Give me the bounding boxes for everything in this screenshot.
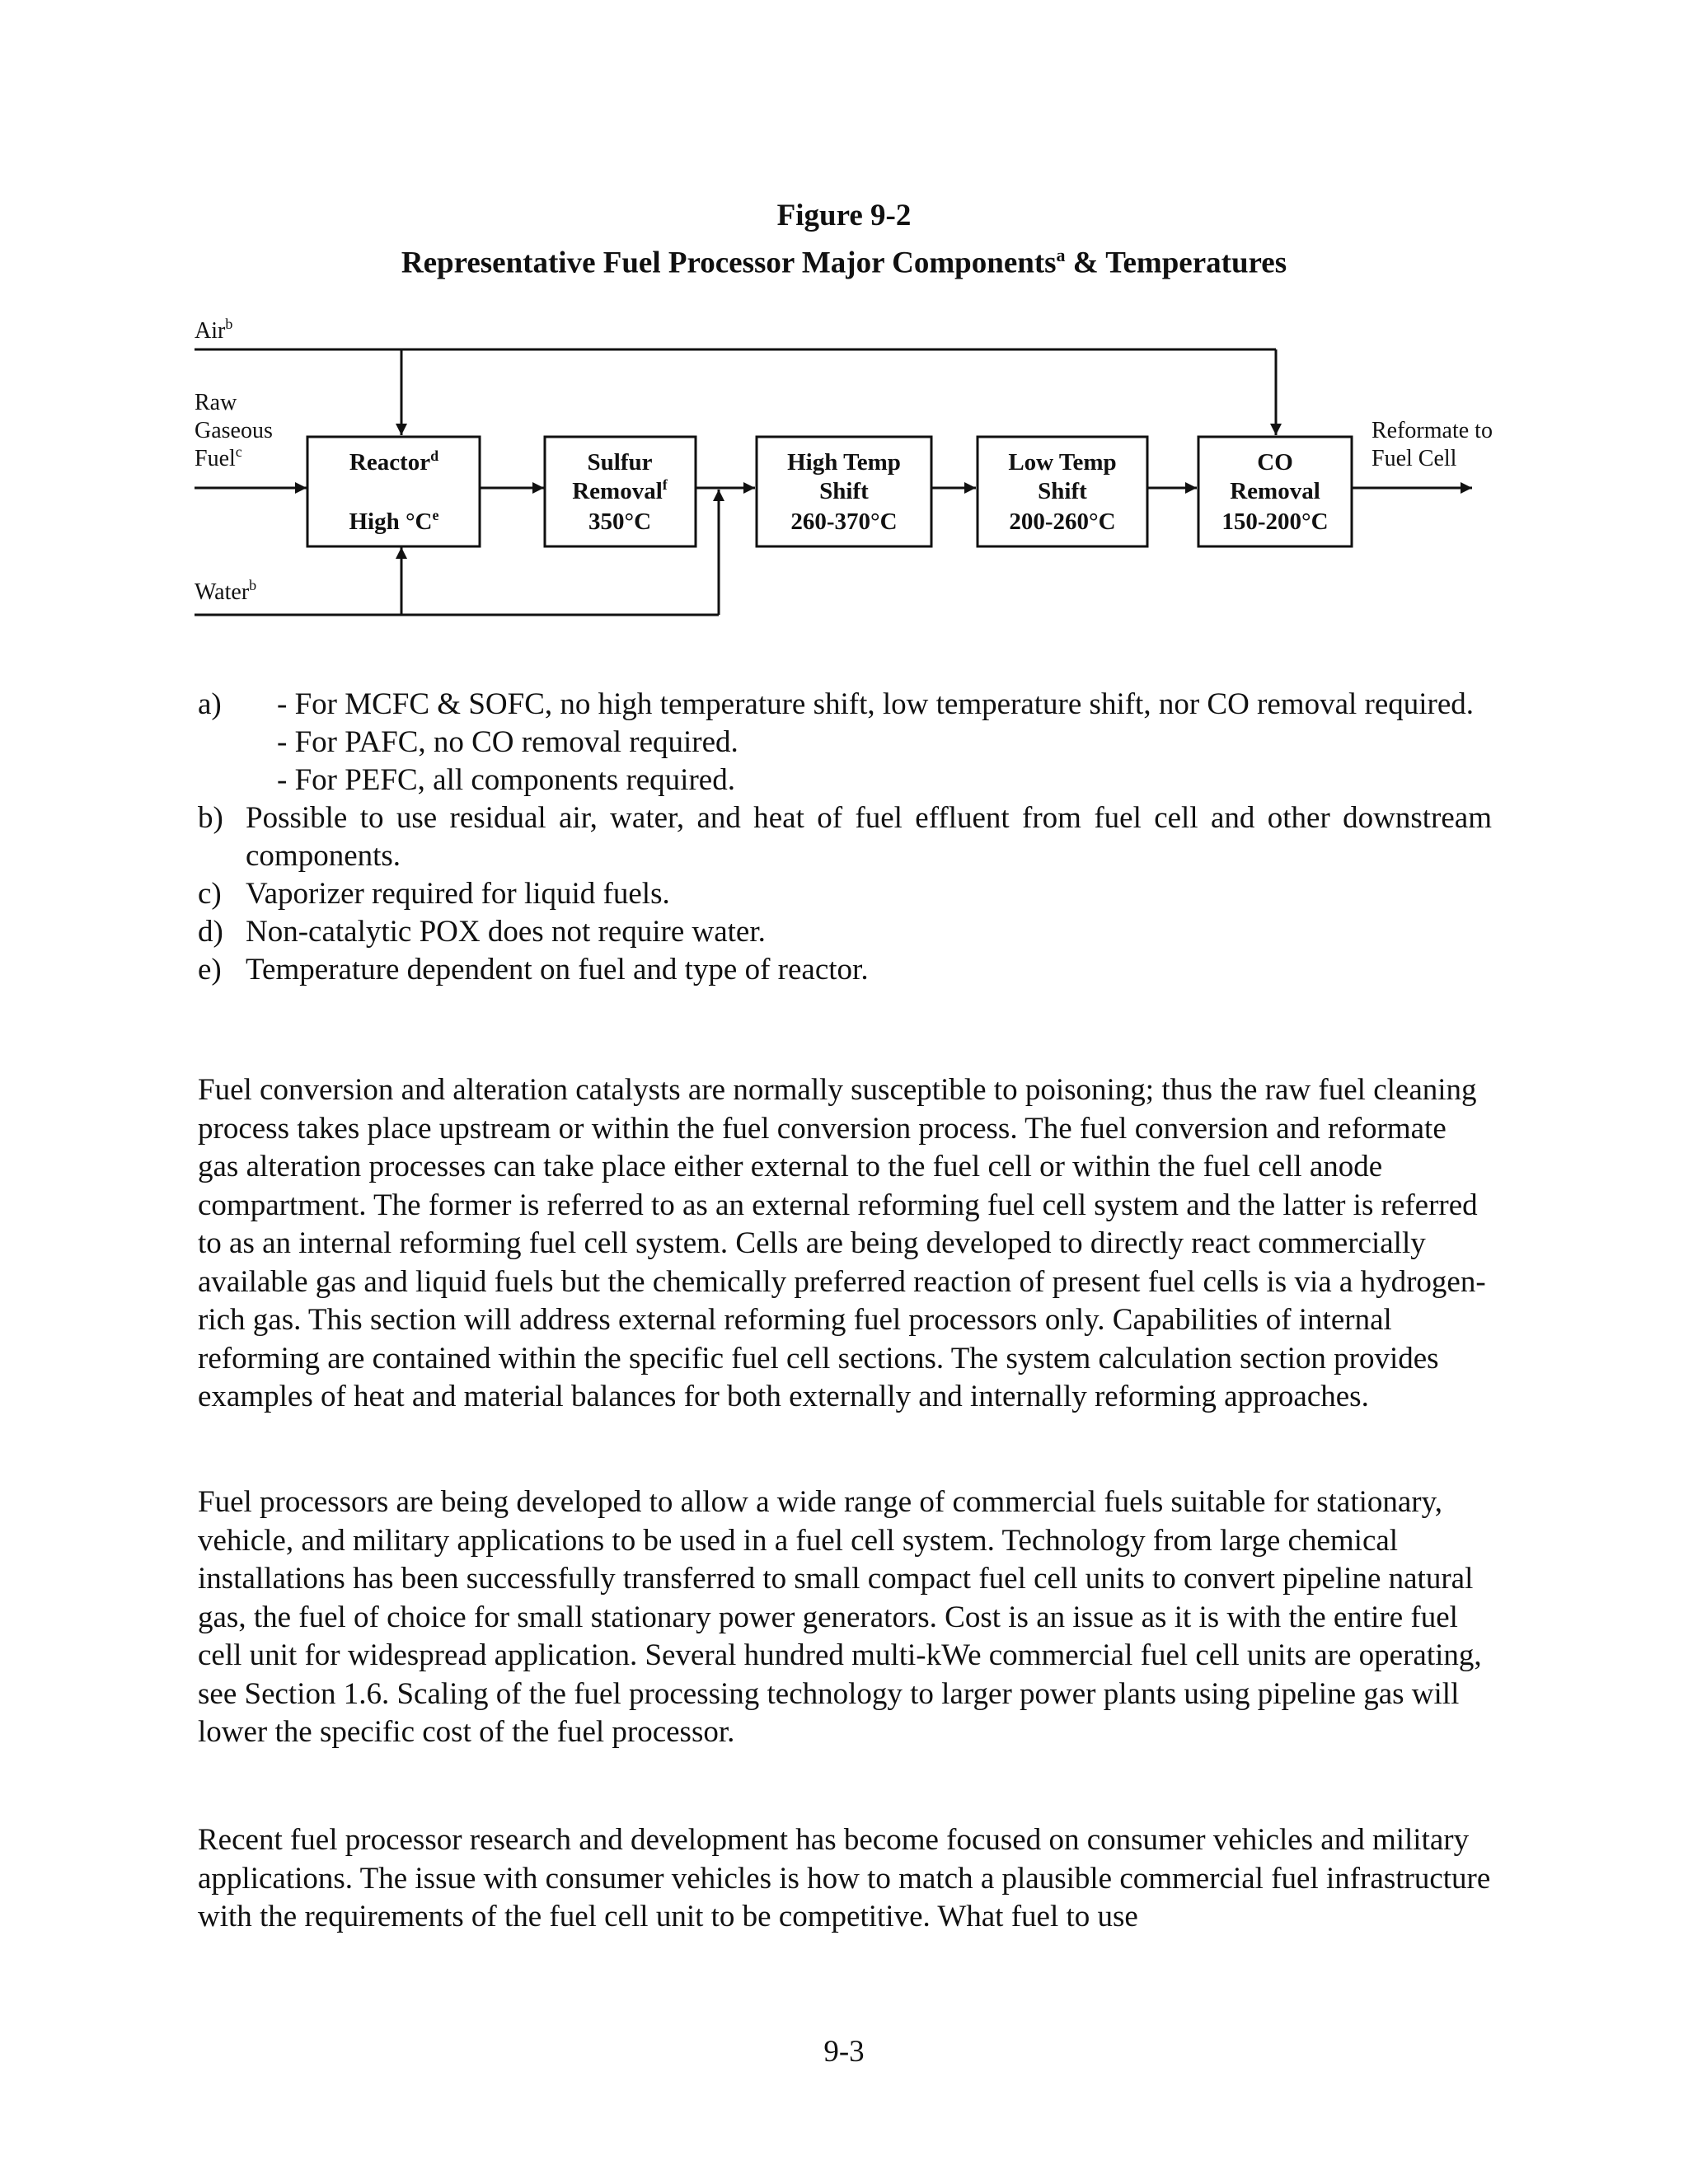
high-temp-shift-temp: 260-370°C [790,509,898,535]
reactor-temp: High °Ce [349,507,439,535]
paragraph-3-text: Recent fuel processor research and development has become focused on consumer vehicles and military applications. The issue with consumer vehicles is how to match a plausible commercial fuel infrastructure with the requirements of the fuel cell unit to be competitive. What fuel to use [198,1823,1491,1933]
reactor-name: Reactor$^d$ [349,448,439,476]
fuel-label-line3: Fuel$^c$ [195,443,242,471]
paragraph-1-text: Fuel conversion and alteration catalysts are normally susceptible to poisoning; thus the raw fuel cleaning process takes place upstream or within the fuel conversion process. The fuel conversion and reformate gas alteration processes can take place either external to the fuel cell or within the fuel cell anode compartment. The former is referred to as an external reforming fuel cell system and the latter is referred to as an internal reforming fuel cell system. Cells are being developed to directly react commercially available gas and liquid fuels but the chemically preferred reaction of present fuel cells is via a hydrogen-rich gas. This section will address external reforming fuel processors only. Capabilities of internal reforming are contained within the specific fuel cell sections. The system calculation section provides examples of heat and material balances for both externally and internally reforming approaches. [198,1073,1486,1413]
reactor-block [307,437,480,546]
sulfur-removal-block [545,437,696,546]
note-d [198,913,1492,951]
note-a-line2: - For PAFC, no CO removal required. [277,725,738,759]
note-d-tag: d) [198,915,223,949]
paragraph-2-text: Fuel processors are being developed to allow a wide range of commercial fuels suitable for stationary, vehicle, and military applications to be used in a fuel cell system. Technology from large chemical installations has been successfully transferred to small compact fuel cell units to convert pipeline natural gas, the fuel of choice for small stationary power generators. Cost is an issue as it is with the entire fuel cell unit for widespread application. Several hundred multi-kWe commercial fuel cell units are operating, see Section 1.6. Scaling of the fuel processing technology to larger power plants using pipeline gas will lower the specific cost of the fuel processor. [198,1485,1482,1749]
figure-number: Figure 9-2 [776,199,912,232]
co-removal-temp: 150-200°C [1221,509,1329,535]
paragraph-2 [198,1483,1492,1752]
low-temp-shift-temp: 200-260°C [1009,509,1116,535]
figure-title-note: a [1056,245,1066,265]
note-b [198,799,1492,875]
note-b-text: Possible to use residual air, water, and heat of fuel effluent from fuel cell and other downstream components. [246,801,1492,873]
low-temp-shift-line1: Low Temp [1008,449,1117,476]
note-e-text: Temperature dependent on fuel and type of reactor. [246,953,869,987]
note-a-line3: - For PEFC, all components required. [277,763,735,797]
note-b-tag: b) [198,801,223,835]
note-d-text: Non-catalytic POX does not require water. [246,915,766,949]
fuel-processor-diagram [0,313,1688,643]
note-e-tag: e) [198,953,222,987]
figure-caption [0,196,1688,283]
figure-notes [198,686,1492,989]
fuel-label-line2: Gaseous [195,418,273,443]
paragraph-1 [198,1071,1492,1417]
co-removal-line2: Removal [1230,478,1320,504]
output-label-line1: Reformate to [1372,418,1493,443]
high-temp-shift-line1: High Temp [787,449,901,476]
low-temp-shift-line2: Shift [1038,478,1087,504]
page-number: 9-3 [823,2035,865,2069]
fuel-label-line1: Raw [195,390,237,415]
note-a-tag: a) [198,687,222,721]
output-label-line2: Fuel Cell [1372,446,1457,471]
note-e [198,951,1492,989]
water-label: Water$^b$ [195,577,257,605]
note-c-text: Vaporizer required for liquid fuels. [246,877,670,911]
figure-title [0,236,1688,283]
sulfur-removal-temp: 350°C [588,509,652,535]
air-label: Air$^b$ [195,316,233,344]
sulfur-removal-line2: Removal$^f$ [572,476,668,504]
note-c-tag: c) [198,877,222,911]
co-removal-block [1198,437,1352,546]
sulfur-removal-line1: Sulfur [587,449,653,476]
figure-title-text: Representative Fuel Processor Major Components [401,246,1057,280]
low-temp-shift-block [978,437,1147,546]
figure-title-suffix: & Temperatures [1065,246,1287,280]
co-removal-line1: CO [1257,449,1293,476]
note-a-line1: - For MCFC & SOFC, no high temperature shift, low temperature shift, nor CO removal required. [277,687,1475,721]
high-temp-shift-block [757,437,931,546]
paragraph-3 [198,1821,1492,1937]
note-c [198,875,1492,913]
note-a [198,686,1492,799]
high-temp-shift-line2: Shift [819,478,869,504]
